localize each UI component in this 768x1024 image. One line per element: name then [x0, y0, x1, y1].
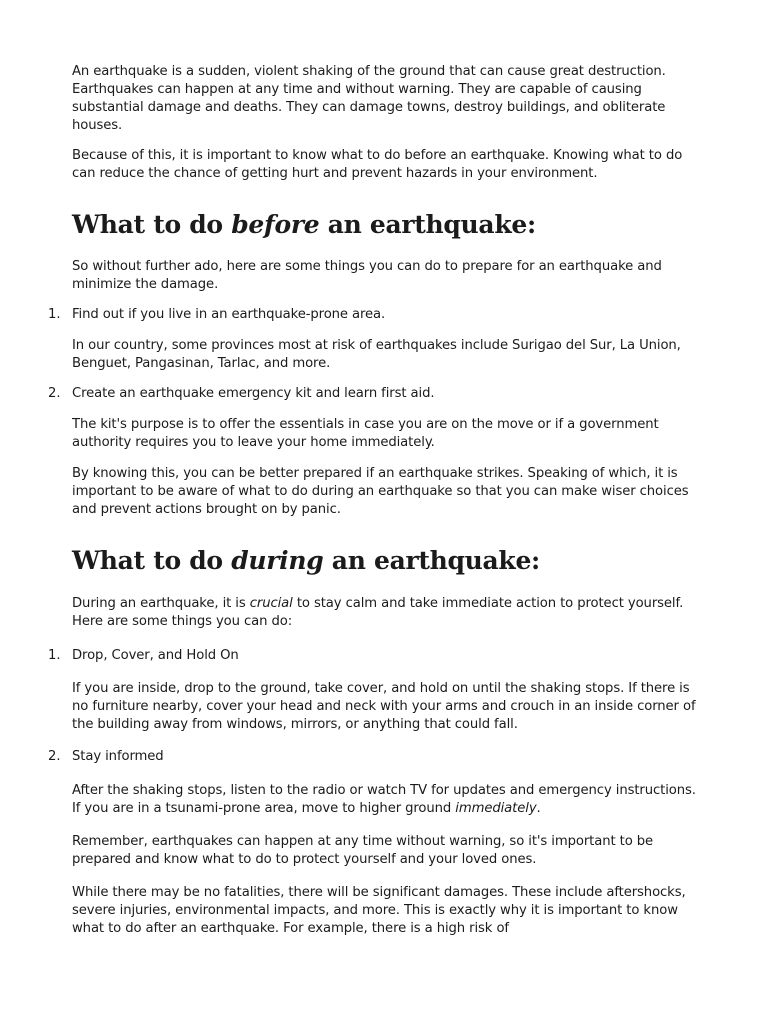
heading-during-pre: What to do [72, 546, 232, 575]
intro-paragraph-1: An earthquake is a sudden, violent shaking of the ground that can cause great destruction. Earthquakes can happen at any time and without warning. They are capable of causing substantial damage and deaths. They can damage towns, destroy buildings, and obliterate houses. [72, 64, 666, 133]
during-closing: While there may be no fatalities, there will be significant damages. These include aftershocks, severe injuries, environmental impacts, and more. This is exactly why it is important to know what to do after an earthquake. For example, there is a high risk of [72, 885, 686, 936]
heading-during-post: an earthquake: [323, 546, 540, 575]
during-item-1-title: Drop, Cover, and Hold On [72, 648, 239, 663]
during-item-2-number: 2. [48, 749, 61, 764]
before-item-2-number: 2. [48, 386, 61, 401]
heading-before [72, 210, 536, 240]
during-remember: Remember, earthquakes can happen at any time without warning, so it's important to be prepared and know what to do to protect yourself and your loved ones. [72, 834, 654, 867]
during-lead-pre: During an earthquake, it is [72, 596, 250, 611]
heading-before-post: an earthquake: [319, 210, 536, 239]
intro-paragraph-2: Because of this, it is important to know what to do before an earthquake. Knowing what to do can reduce the chance of getting hurt and prevent hazards in your environment. [72, 148, 683, 181]
during-item-2-title: Stay informed [72, 749, 164, 764]
before-lead: So without further ado, here are some things you can do to prepare for an earthquake and minimize the damage. [72, 259, 662, 292]
heading-during [72, 546, 540, 576]
before-item-2-body: The kit's purpose is to offer the essentials in case you are on the move or if a government authority requires you to leave your home immediately. [72, 417, 659, 450]
before-closing: By knowing this, you can be better prepared if an earthquake strikes. Speaking of which, it is important to be aware of what to do during an earthquake so that you can make wiser choices and prevent actions brought on by panic. [72, 466, 689, 517]
during-item-1-number: 1. [48, 648, 61, 663]
during-item-2-body [72, 782, 696, 818]
during-item-2-body-pre: After the shaking stops, listen to the radio or watch TV for updates and emergency instructions. If you are in a tsunami-prone area, move to higher ground [72, 783, 696, 816]
during-item-2-body-em: immediately [455, 801, 537, 816]
during-lead-em: crucial [249, 596, 293, 611]
heading-before-em: before [231, 210, 320, 239]
during-lead [72, 595, 696, 631]
before-item-1-number: 1. [48, 307, 61, 322]
before-item-1-body: In our country, some provinces most at risk of earthquakes include Surigao del Sur, La Union, Benguet, Pangasinan, Tarlac, and more. [72, 338, 681, 371]
during-lead-post: to stay calm and take immediate action to protect yourself. Here are some things you can do: [72, 596, 684, 629]
during-item-2-body-post: . [536, 801, 541, 816]
before-item-1-title: Find out if you live in an earthquake-prone area. [72, 307, 386, 322]
before-item-2-title: Create an earthquake emergency kit and learn first aid. [72, 386, 435, 401]
heading-during-em: during [231, 546, 324, 575]
during-item-1-body: If you are inside, drop to the ground, take cover, and hold on until the shaking stops. If there is no furniture nearby, cover your head and neck with your arms and crouch in an inside corner of the building away from windows, mirrors, or anything that could fall. [72, 681, 696, 732]
heading-before-pre: What to do [72, 210, 232, 239]
